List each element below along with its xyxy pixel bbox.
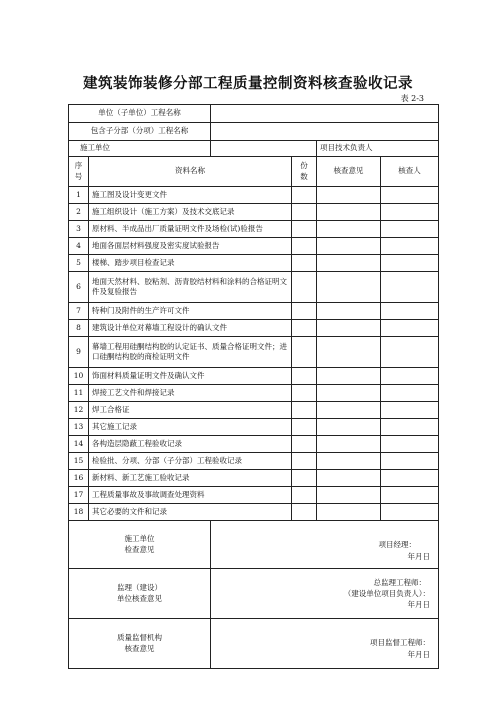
- table-row: [69, 453, 439, 470]
- count-cell[interactable]: [292, 187, 317, 204]
- column-header-row: [69, 157, 439, 187]
- opinion-cell[interactable]: [317, 272, 381, 303]
- seq-column-header: 序号: [69, 157, 89, 187]
- table-row: [69, 402, 439, 419]
- checker-cell[interactable]: [381, 419, 439, 436]
- row-number: 15: [69, 453, 89, 470]
- row-number: 13: [69, 419, 89, 436]
- count-cell[interactable]: [292, 487, 317, 504]
- opinion-column-header: 核查意见: [317, 157, 381, 187]
- document-name: 饰面材料质量证明文件及确认文件: [89, 368, 292, 385]
- row-number: 7: [69, 303, 89, 320]
- count-cell[interactable]: [292, 385, 317, 402]
- row-number: 17: [69, 487, 89, 504]
- inspection-form: [68, 104, 439, 669]
- opinion-cell[interactable]: [317, 436, 381, 453]
- checker-cell[interactable]: [381, 272, 439, 303]
- checker-cell[interactable]: [381, 402, 439, 419]
- document-name: 其它必要的文件和记录: [89, 504, 292, 521]
- opinion-cell[interactable]: [317, 368, 381, 385]
- opinion-cell[interactable]: [317, 238, 381, 255]
- supervision-engineer-label: 项目监督工程师：: [370, 638, 430, 648]
- document-name: 地面天然材料、胶粘剂、沥青胶结材料和涂料的合格证明文件及复验报告: [89, 272, 292, 303]
- supervisor-check-label: 监理（建设） 单位核查意见: [69, 569, 211, 619]
- count-cell[interactable]: [292, 303, 317, 320]
- supervisor-signoff-row: [69, 569, 439, 619]
- row-number: 2: [69, 204, 89, 221]
- table-row: [69, 504, 439, 521]
- contractor-signoff-row: [69, 521, 439, 569]
- document-name: 施工组织设计（施工方案）及技术交底记录: [89, 204, 292, 221]
- checker-cell[interactable]: [381, 470, 439, 487]
- checker-cell[interactable]: [381, 320, 439, 337]
- document-name: 检验批、分项、分部（子分部）工程验收记录: [89, 453, 292, 470]
- document-name: 焊接工艺文件和焊接记录: [89, 385, 292, 402]
- count-cell[interactable]: [292, 272, 317, 303]
- checker-cell[interactable]: [381, 368, 439, 385]
- document-name: 施工图及设计变更文件: [89, 187, 292, 204]
- row-number: 5: [69, 255, 89, 272]
- contractor-field[interactable]: [211, 141, 317, 157]
- opinion-cell[interactable]: [317, 487, 381, 504]
- table-row: [69, 368, 439, 385]
- document-name: 工程质量事故及事故调查处理资料: [89, 487, 292, 504]
- count-cell[interactable]: [292, 255, 317, 272]
- row-number: 3: [69, 221, 89, 238]
- checker-cell[interactable]: [381, 255, 439, 272]
- document-name: 建筑设计单位对幕墙工程设计的确认文件: [89, 320, 292, 337]
- date-label: 年月日: [407, 649, 430, 659]
- unit-project-name-field[interactable]: [211, 105, 439, 123]
- document-name: 各构造层隐蔽工程验收记录: [89, 436, 292, 453]
- checker-cell[interactable]: [381, 303, 439, 320]
- tech-lead-field[interactable]: [317, 141, 439, 157]
- contractor-signoff-area[interactable]: [211, 521, 439, 569]
- row-number: 1: [69, 187, 89, 204]
- opinion-cell[interactable]: [317, 385, 381, 402]
- date-label: 年月日: [407, 551, 430, 561]
- checker-cell[interactable]: [381, 385, 439, 402]
- chief-engineer-label: 总监理工程师：: [373, 577, 426, 587]
- checker-column-header: 核查人: [381, 157, 439, 187]
- table-row: [69, 238, 439, 255]
- opinion-cell[interactable]: [317, 255, 381, 272]
- table-row: [69, 187, 439, 204]
- row-number: 12: [69, 402, 89, 419]
- table-row: [69, 385, 439, 402]
- table-number: 表 2-3: [400, 94, 424, 103]
- opinion-cell[interactable]: [317, 303, 381, 320]
- table-row: [69, 337, 439, 368]
- count-cell[interactable]: [292, 204, 317, 221]
- count-cell[interactable]: [292, 368, 317, 385]
- checker-cell[interactable]: [381, 187, 439, 204]
- checker-cell[interactable]: [381, 436, 439, 453]
- table-row: [69, 221, 439, 238]
- checker-cell[interactable]: [381, 487, 439, 504]
- opinion-cell[interactable]: [317, 402, 381, 419]
- table-row: [69, 255, 439, 272]
- checker-cell[interactable]: [381, 337, 439, 368]
- count-cell[interactable]: [292, 221, 317, 238]
- row-number: 16: [69, 470, 89, 487]
- row-number: 11: [69, 385, 89, 402]
- table-row: [69, 470, 439, 487]
- row-number: 18: [69, 504, 89, 521]
- count-cell[interactable]: [292, 436, 317, 453]
- date-label: 年月日: [407, 600, 430, 610]
- opinion-cell[interactable]: [317, 337, 381, 368]
- table-row: [69, 419, 439, 436]
- table-row: [69, 436, 439, 453]
- count-cell[interactable]: [292, 419, 317, 436]
- document-name: 地面各面层材料强度及密实度试验报告: [89, 238, 292, 255]
- table-row: [69, 303, 439, 320]
- table-row: [69, 487, 439, 504]
- document-name: 楼梯、踏步项目检查记录: [89, 255, 292, 272]
- row-number: 14: [69, 436, 89, 453]
- opinion-cell[interactable]: [317, 504, 381, 521]
- row-number: 6: [69, 272, 89, 303]
- row-number: 4: [69, 238, 89, 255]
- count-cell[interactable]: [292, 453, 317, 470]
- checker-cell[interactable]: [381, 504, 439, 521]
- opinion-cell[interactable]: [317, 320, 381, 337]
- quality-signoff-area[interactable]: [211, 619, 439, 669]
- opinion-cell[interactable]: [317, 470, 381, 487]
- quality-signoff-row: [69, 619, 439, 669]
- opinion-cell[interactable]: [317, 453, 381, 470]
- name-column-header: 资料名称: [89, 157, 292, 187]
- opinion-cell[interactable]: [317, 204, 381, 221]
- count-cell[interactable]: [292, 238, 317, 255]
- table-row: [69, 204, 439, 221]
- document-name: 焊工合格证: [89, 402, 292, 419]
- tech-lead-label: 项目技术负责人: [320, 143, 373, 153]
- row-number: 9: [69, 337, 89, 368]
- row-number: 10: [69, 368, 89, 385]
- contractor-check-label: 施工单位 检查意见: [69, 521, 211, 569]
- checker-cell[interactable]: [381, 453, 439, 470]
- document-name: 新材料、新工艺施工验收记录: [89, 470, 292, 487]
- document-name: 特种门及附件的生产许可文件: [89, 303, 292, 320]
- table-row: [69, 320, 439, 337]
- checker-cell[interactable]: [381, 204, 439, 221]
- count-cell[interactable]: [292, 320, 317, 337]
- opinion-cell[interactable]: [317, 221, 381, 238]
- page-title: 建筑装饰装修分部工程质量控制资料核查验收记录: [83, 75, 413, 92]
- quality-check-label: 质量监督机构 核查意见: [69, 619, 211, 669]
- count-cell[interactable]: [292, 470, 317, 487]
- table-row: [69, 272, 439, 303]
- contractor-label: 施工单位: [69, 141, 211, 157]
- row-number: 8: [69, 320, 89, 337]
- document-name: 原材料、半成品出厂质量证明文件及场检(试)验报告: [89, 221, 292, 238]
- unit-project-name-label: 单位（子单位）工程名称: [69, 105, 211, 123]
- checker-cell[interactable]: [381, 221, 439, 238]
- project-manager-label: 项目经理：: [378, 540, 416, 550]
- checker-cell[interactable]: [381, 238, 439, 255]
- document-name: 幕墙工程用硅酮结构胶的认定证书、质量合格证明文件；进口硅酮结构胶的商检证明文件: [89, 337, 292, 368]
- opinion-cell[interactable]: [317, 419, 381, 436]
- document-name: 其它施工记录: [89, 419, 292, 436]
- supervisor-signoff-area[interactable]: [211, 569, 439, 619]
- count-column-header: 份数: [292, 157, 317, 187]
- owner-lead-label: （建设单位项目负责人）：: [343, 588, 430, 598]
- count-cell[interactable]: [292, 402, 317, 419]
- sub-project-name-field[interactable]: [211, 123, 439, 141]
- count-cell[interactable]: [292, 504, 317, 521]
- opinion-cell[interactable]: [317, 187, 381, 204]
- sub-project-name-label: 包含子分部（分项）工程名称: [69, 123, 211, 141]
- count-cell[interactable]: [292, 337, 317, 368]
